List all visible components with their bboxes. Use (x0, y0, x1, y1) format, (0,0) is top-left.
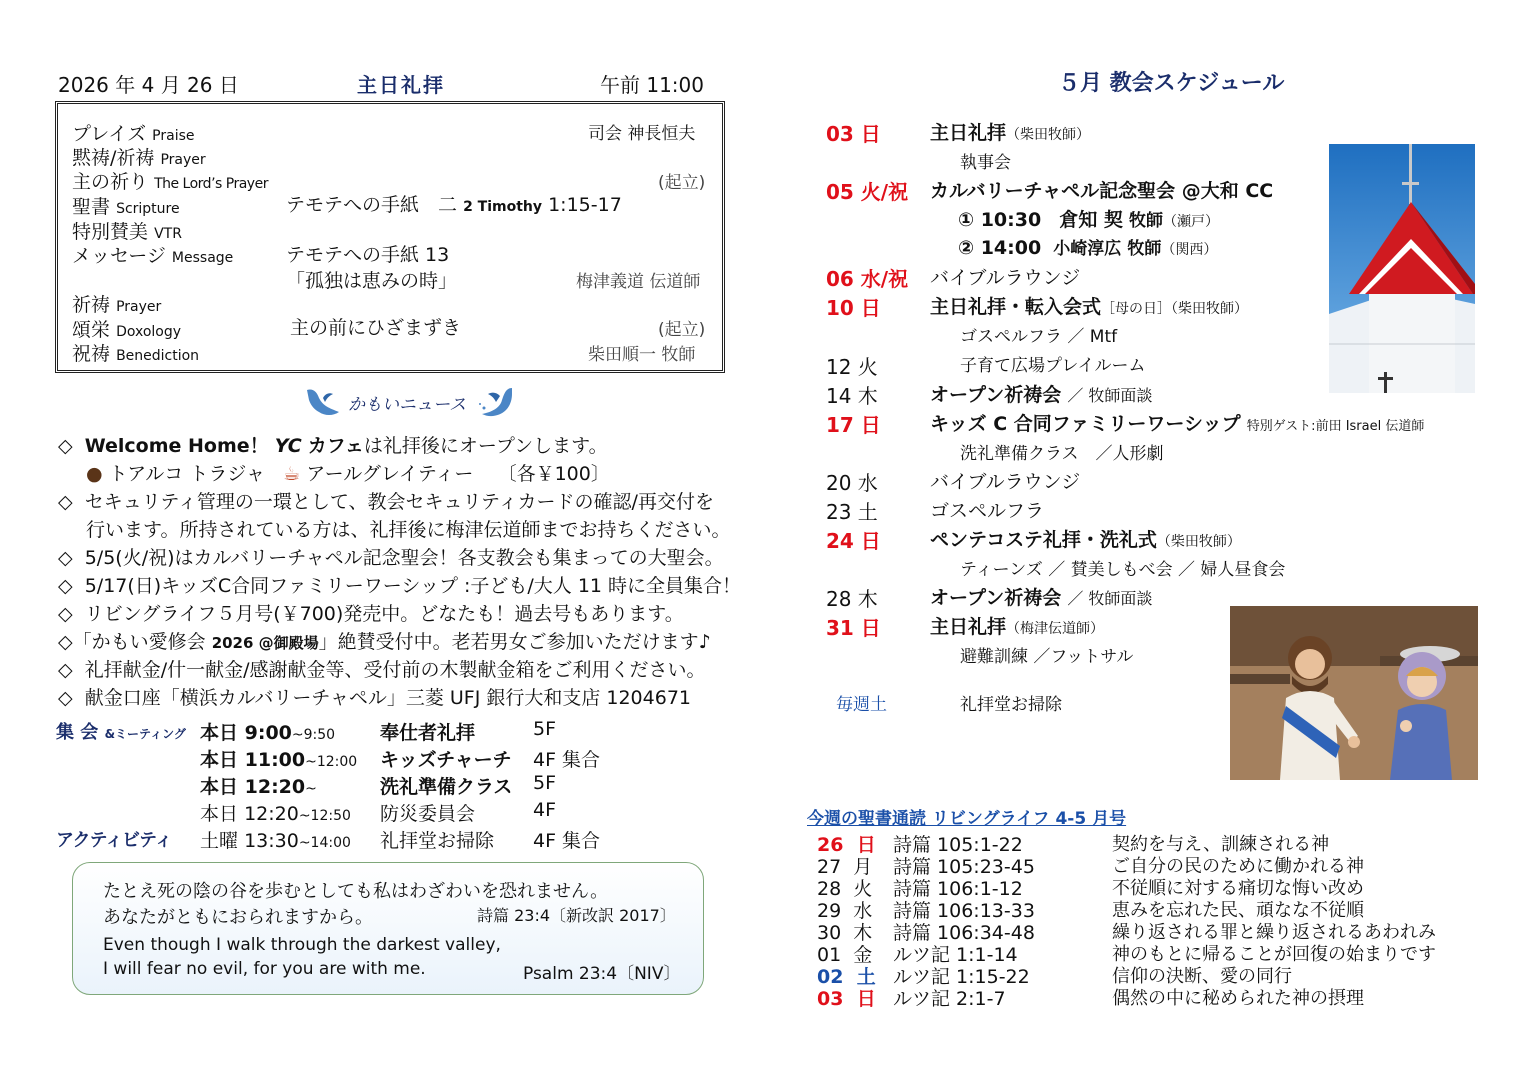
event-may-23: ゴスペルフラ (930, 500, 1045, 522)
reading-ref: ルツ記 1:1-14 (893, 944, 1018, 966)
date-may-17: 17 日 (826, 413, 881, 437)
date-may-31: 31 日 (826, 616, 881, 640)
meeting-room: 5F (533, 718, 557, 740)
verse-en-line2: I will fear no evil, for you are with me. (103, 959, 426, 979)
service-title: 主日礼拝 (357, 73, 445, 97)
event-may-10: 主日礼拝・転入会式［母の日］（柴田牧師） (930, 296, 1249, 318)
order-of-service (55, 101, 725, 373)
date-may-20: 20 水 (826, 471, 878, 495)
event-may-06: バイブルラウンジ (930, 267, 1081, 289)
reading-date: 27 月 (817, 856, 873, 878)
reading-theme: 神のもとに帰ることが回復の始まりです (1112, 944, 1436, 965)
verse-en-ref: Psalm 23:4〔NIV〕 (523, 964, 681, 984)
meeting-name: 奉仕者礼拝 (380, 722, 476, 744)
meeting-room: 4F 集合 (533, 749, 601, 771)
event-may-03: 主日礼拝（柴田牧師） (930, 122, 1091, 144)
meetings-label: 集 会 &ミーティング (56, 722, 186, 743)
news-item-2b: 行います。所持されている方は、礼拝後に梅津伝道師までお持ちください。 (86, 519, 731, 541)
item-prayer: 黙祷/祈祷 Prayer (72, 147, 206, 169)
event-may-03-sub: 執事会 (960, 153, 1011, 173)
activity-label: アクティビティ (56, 830, 172, 851)
message-ref: テモテへの手紙 13 (286, 244, 450, 266)
item-special-music: 特別賛美 VTR (72, 221, 182, 243)
date-may-06: 06 水/祝 (826, 267, 909, 291)
news-item-5: ◇ リビングライフ５月号(￥700)発売中。どなたも！過去号もあります。 (58, 603, 684, 625)
reading-theme: 繰り返される罪と繰り返されるあわれみ (1112, 922, 1436, 943)
reading-theme: 偶然の中に秘められた神の摂理 (1112, 988, 1364, 1009)
reading-date: 29 水 (817, 900, 873, 922)
jesus-figures-image (1230, 606, 1478, 780)
item-message: メッセージ Message (72, 245, 234, 267)
event-may-17-sub: 洗礼準備クラス ／人形劇 (960, 444, 1164, 464)
item-prayer-2: 祈祷 Prayer (72, 294, 162, 316)
news-item-3: ◇ 5/5(火/祝)はカルバリーチャペル記念聖会！各支教会も集まっての大聖会。 (58, 547, 724, 569)
reading-theme: 契約を与え、訓練される神 (1112, 834, 1330, 855)
reading-date: 28 火 (817, 878, 873, 900)
reading-theme: 信仰の決断、愛の同行 (1112, 966, 1292, 987)
verse-ja-ref: 詩篇 23:4〔新改訳 2017〕 (477, 906, 676, 925)
item-scripture: 聖書 Scripture (72, 196, 180, 218)
reading-ref: 詩篇 106:1-12 (893, 878, 1023, 900)
event-may-05-session-2: ② 14:00 小崎淳広 牧師（関西） (958, 237, 1218, 259)
verse-ja-line2: あなたがともにおられますから。 (103, 907, 373, 928)
stand-note-2: (起立) (658, 320, 706, 340)
memory-verse-box (72, 862, 704, 995)
mc-name: 司会 神長恒夫 (588, 124, 696, 144)
date-may-14: 14 木 (826, 384, 878, 408)
event-may-24-sub: ティーンズ ／ 賛美しもべ会 ／ 婦人昼食会 (960, 560, 1286, 580)
reading-theme: 恵みを忘れた民、頑なな不従順 (1112, 900, 1364, 921)
meeting-row: 本日 9:00~9:50 (200, 722, 336, 744)
stand-note-1: (起立) (658, 173, 706, 193)
weekly-label: 毎週土 (836, 695, 887, 715)
date-may-05: 05 火/祝 (826, 180, 909, 204)
reading-ref: 詩篇 106:34-48 (893, 922, 1035, 944)
event-may-05-session-1: ① 10:30 倉知 契 牧師（瀬戸） (958, 209, 1219, 231)
item-benediction: 祝祷 Benediction (72, 343, 200, 365)
reading-date: 01 金 (817, 944, 873, 966)
event-may-12: 子育て広場プレイルーム (960, 356, 1146, 376)
activity-row: 土曜 13:30~14:00 (200, 830, 351, 852)
reading-title: 今週の聖書通読 リビングライフ 4-5 月号 (807, 809, 1127, 829)
news-item-2: ◇ セキュリティ管理の一環として、教会セキュリティカードの確認/再交付を (58, 491, 714, 513)
meeting-row: 本日 11:00~12:00 (200, 749, 358, 771)
meeting-name: 防災委員会 (380, 803, 476, 825)
reading-theme: ご自分の民のために働かれる神 (1112, 856, 1364, 877)
news-cafe-menu: ● トアルコ トラジャ ☕ アールグレイティー 〔各￥100〕 (86, 463, 610, 485)
news-item-6: ◇「かもい愛修会 2026 @御殿場」絶賛受付中。老若男女ご参加いただけます♪ (58, 631, 711, 653)
reading-ref: 詩篇 105:23-45 (893, 856, 1035, 878)
event-may-24: ペンテコステ礼拝・洗礼式（柴田牧師） (930, 529, 1241, 551)
pastor-name: 柴田順一 牧師 (588, 345, 696, 365)
event-may-05: カルバリーチャペル記念聖会 @大和 CC (930, 180, 1274, 202)
meeting-row: 本日 12:20~ (200, 776, 317, 798)
kamoi-news-banner (303, 386, 518, 426)
news-item-1: ◇ Welcome Home！ YC カフェは礼拝後にオープンします。 (58, 435, 608, 457)
weekly-event: 礼拝堂お掃除 (960, 695, 1062, 715)
verse-ja-line1: たとえ死の陰の谷を歩むとしても私はわざわいを恐れません。 (103, 881, 609, 902)
tea-cup-icon: ☕ (283, 463, 301, 485)
date-may-24: 24 日 (826, 529, 881, 553)
meeting-room: 4F (533, 799, 557, 821)
reading-ref: ルツ記 2:1-7 (893, 988, 1006, 1010)
event-may-20: バイブルラウンジ (930, 471, 1081, 493)
service-time: 午前 11:00 (600, 73, 704, 97)
event-may-31: 主日礼拝（梅津伝道師） (930, 616, 1105, 638)
item-lords-prayer: 主の祈り The Lord’s Prayer (72, 171, 268, 193)
meeting-room: 5F (533, 772, 557, 794)
news-title: かもいニュース (348, 395, 467, 414)
item-doxology: 頌栄 Doxology (72, 319, 182, 341)
news-item-8: ◇ 献金口座「横浜カルバリーチャペル」三菱 UFJ 銀行大和支店 1204671 (58, 687, 691, 709)
schedule-title: ５月 教会スケジュール (1058, 71, 1285, 96)
reading-date: 03 日 (817, 988, 876, 1010)
meeting-name: 洗礼準備クラス (380, 776, 513, 798)
event-may-31-sub: 避難訓練 ／フットサル (960, 647, 1134, 667)
activity-room: 4F 集合 (533, 830, 601, 852)
preacher: 梅津義道 伝道師 (576, 272, 701, 292)
date-may-28: 28 木 (826, 587, 878, 611)
event-may-10-sub: ゴスペルフラ ／ Mtf (960, 327, 1118, 347)
activity-name: 礼拝堂お掃除 (380, 830, 495, 852)
scripture-ref: テモテへの手紙 二 2 Timothy 1:15-17 (286, 194, 622, 216)
item-praise: プレイズ Praise (72, 123, 195, 145)
reading-ref: 詩篇 106:13-33 (893, 900, 1035, 922)
date-may-03: 03 日 (826, 122, 881, 146)
date-may-12: 12 火 (826, 355, 878, 379)
message-title: 「孤独は恵みの時」 (286, 270, 458, 292)
news-item-4: ◇ 5/17(日)キッズC合同ファミリーワーシップ :子ども/大人 11 時に全員集合！ (58, 575, 742, 597)
reading-date: 26 日 (817, 834, 876, 856)
event-may-17: キッズ C 合同ファミリーワーシップ 特別ゲスト:前田 Israel 伝道師 (930, 413, 1425, 435)
date-may-23: 23 土 (826, 500, 878, 524)
doxology-song: 主の前にひざまずき (290, 317, 462, 339)
event-may-14: オープン祈祷会 ／ 牧師面談 (930, 384, 1153, 406)
seagull-left-icon (307, 389, 339, 415)
event-may-28: オープン祈祷会 ／ 牧師面談 (930, 587, 1153, 609)
reading-ref: 詩篇 105:1-22 (893, 834, 1023, 856)
coffee-bean-icon: ● (86, 463, 103, 485)
bulletin-date: 2026 年 4 月 26 日 (58, 73, 239, 97)
church-steeple-image (1329, 144, 1475, 393)
reading-date: 30 木 (817, 922, 873, 944)
meeting-row: 本日 12:20~12:50 (200, 803, 351, 825)
reading-theme: 不従順に対する痛切な悔い改め (1112, 878, 1364, 899)
reading-ref: ルツ記 1:15-22 (893, 966, 1030, 988)
seagull-right-icon (479, 388, 512, 416)
news-item-7: ◇ 礼拝献金/什一献金/感謝献金等、受付前の木製献金箱をご利用ください。 (58, 659, 706, 681)
date-may-10: 10 日 (826, 296, 881, 320)
verse-en-line1: Even though I walk through the darkest valley, (103, 935, 501, 955)
meeting-name: キッズチャーチ (380, 749, 512, 771)
reading-date: 02 土 (817, 966, 876, 988)
